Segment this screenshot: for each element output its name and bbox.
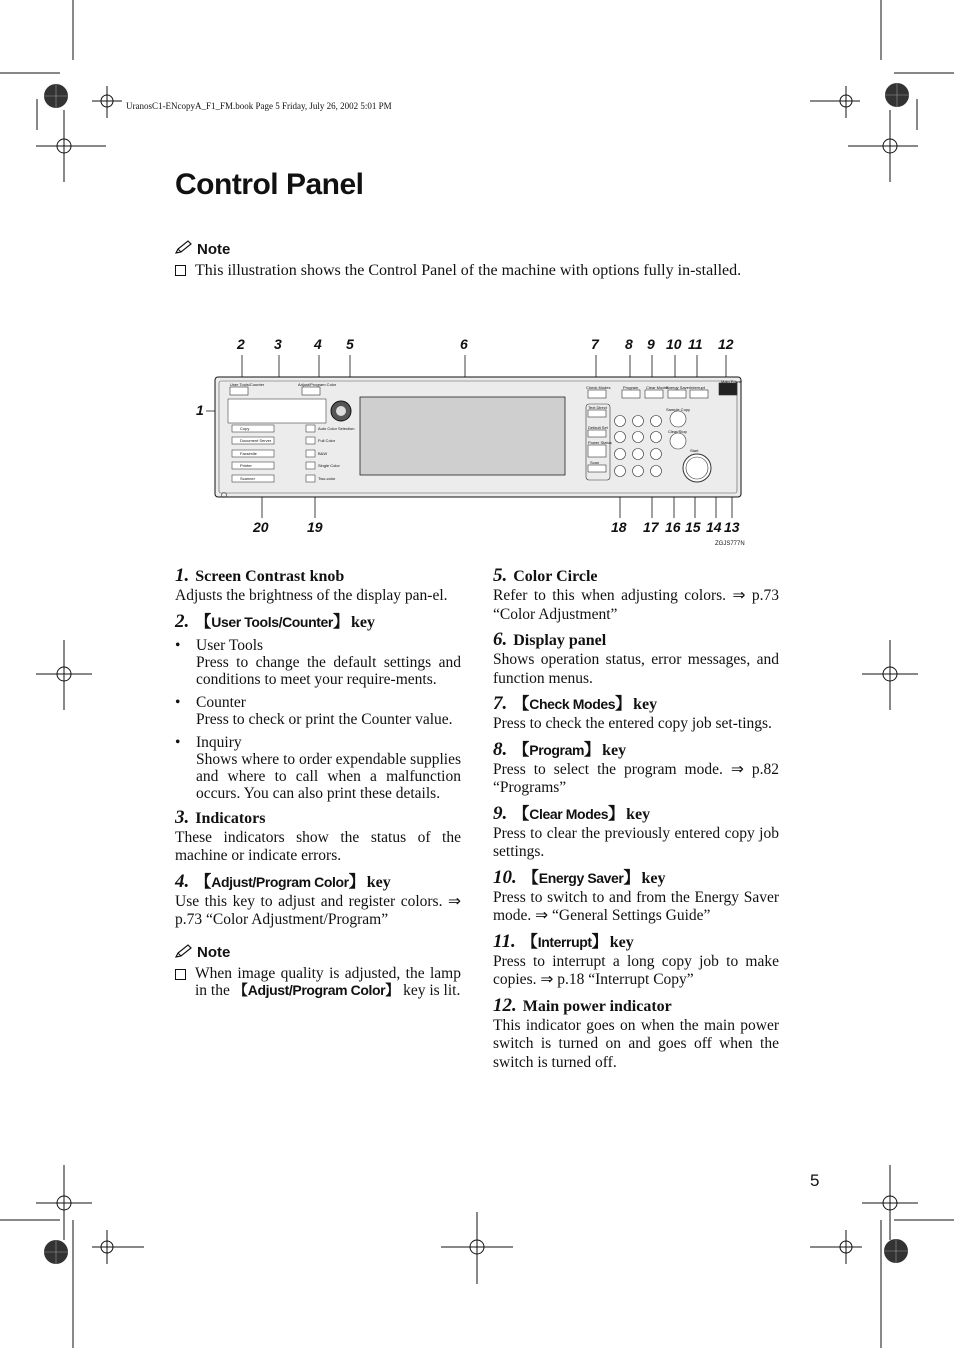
item-2-title: 2. 【 User Tools/Counter 】 key <box>175 610 375 632</box>
callout-11: 11 <box>688 336 703 352</box>
control-panel-illustration <box>190 335 760 550</box>
mode-printer: Printer <box>240 463 252 468</box>
checkbox-icon <box>175 969 186 980</box>
item-5-body: Refer to this when adjusting colors. ⇒ p.73 “Color Adjustment” <box>493 587 779 623</box>
callout-16: 16 <box>665 519 681 535</box>
item-10-body: Press to switch to and from the Energy Saver mode. ⇒ “General Settings Guide” <box>493 888 779 924</box>
note-text: When image quality is adjusted, the lamp in the 【Adjust/Program Color】 key is lit. <box>195 964 461 999</box>
item-4-title: 4. 【 Adjust/Program Color 】 key <box>175 870 391 892</box>
mode-copy: Copy <box>240 426 250 431</box>
item-11-title: 11. 【 Interrupt 】 key <box>493 930 634 952</box>
right-column <box>493 560 779 1072</box>
left-key-scan: Scan <box>590 460 600 465</box>
diagram-code-label: ZGJS777N <box>715 541 745 547</box>
left-key-default: Default Set <box>588 425 608 430</box>
callout-17: 17 <box>643 519 659 535</box>
item-3-title: 3. Indicators <box>175 806 266 828</box>
item-1-title: 1. Screen Contrast knob <box>175 565 345 586</box>
panel-label-check: Check Modes <box>586 385 611 390</box>
color-mode-full: Full Color <box>318 438 336 443</box>
item-1-body: Adjusts the brightness of the display pan-el. <box>175 587 448 604</box>
item-6-body: Shows operation status, error messages, and function menus. <box>493 651 779 687</box>
callout-10: 10 <box>666 336 682 352</box>
page-number: 5 <box>810 1171 820 1190</box>
item-4-body: Use this key to adjust and register colors. ⇒ p.73 “Color Adjustment/Program” <box>175 892 461 928</box>
list-item: • Inquiry Shows where to order expendable supplies and where to call when a malfunction occurs. You can also print these details. <box>175 733 461 802</box>
color-mode-two: Two-color <box>318 476 336 481</box>
panel-label-clearstop: Clear/Stop <box>668 429 687 434</box>
item-2-bullets <box>175 637 461 802</box>
left-column <box>175 560 461 1000</box>
callout-9: 9 <box>647 336 655 352</box>
callout-2: 2 <box>237 336 245 352</box>
mode-facsimile: Facsimile <box>240 451 257 456</box>
item-7-title: 7. 【 Check Modes 】 key <box>493 693 658 714</box>
note-label: Note <box>197 944 231 961</box>
color-mode-auto: Auto Color Selection <box>318 426 355 431</box>
callout-18: 18 <box>611 519 627 535</box>
callout-14: 14 <box>706 519 722 535</box>
item-9-body: Press to clear the previously entered copy job settings. <box>493 824 779 860</box>
pencil-icon <box>175 240 193 258</box>
callout-20: 20 <box>253 519 269 535</box>
callout-4: 4 <box>314 336 322 352</box>
callout-7: 7 <box>591 336 599 352</box>
list-item: • Counter Press to check or print the Counter value. <box>175 693 453 728</box>
callout-1: 1 <box>196 402 204 418</box>
item-5-title: 5. Color Circle <box>493 565 598 586</box>
item-11-body: Press to interrupt a long copy job to make copies. ⇒ p.18 “Interrupt Copy” <box>493 952 779 988</box>
panel-label-main-power: Main Power <box>721 379 743 384</box>
panel-label-adjust: Adjust/Program Color <box>298 382 337 387</box>
color-mode-bw: B&W <box>318 451 328 456</box>
note-label: Note <box>197 240 231 258</box>
pencil-icon <box>175 944 193 962</box>
panel-label-program: Program <box>623 385 639 390</box>
item-7-body: Press to check the entered copy job set-tings. <box>493 715 772 732</box>
note-text: This illustration shows the Control Panel of the machine with options fully in-stalled. <box>195 262 742 279</box>
callout-6: 6 <box>460 336 468 352</box>
callout-19: 19 <box>307 519 323 535</box>
item-9-title: 9. 【 Clear Modes 】 key <box>493 802 651 824</box>
item-10-title: 10. 【 Energy Saver 】 key <box>493 866 666 888</box>
item-12-body: This indicator goes on when the main power switch is turned on and goes off when the switch is turned off. <box>493 1016 779 1071</box>
panel-label-energy: Energy Saver <box>666 385 691 390</box>
callout-8: 8 <box>625 336 633 352</box>
panel-label-interrupt: Interrupt <box>690 385 705 390</box>
callout-5: 5 <box>346 336 354 352</box>
file-header: UranosC1-ENcopyA_F1_FM.book Page 5 Friday, July 26, 2002 5:01 PM <box>126 101 392 111</box>
item-8-title: 8. 【 Program 】 key <box>493 738 627 760</box>
panel-label-start: Start <box>690 448 699 453</box>
callout-15: 15 <box>685 519 701 535</box>
item-6-title: 6. Display panel <box>493 629 607 650</box>
panel-label-user-tools: User Tools/Counter <box>230 382 265 387</box>
mode-scanner: Scanner <box>240 476 255 481</box>
panel-label-clear: Clear Modes <box>646 385 669 390</box>
bottom-note <box>175 944 461 1000</box>
mode-document-server: Document Server <box>240 438 272 443</box>
item-12-title: 12. Main power indicator <box>493 994 672 1016</box>
page-title: Control Panel <box>175 168 364 201</box>
callout-12: 12 <box>718 336 734 352</box>
item-8-body: Press to select the program mode. ⇒ p.82 “Programs” <box>493 760 779 796</box>
left-key-text-direct: Text Direct <box>588 405 607 410</box>
callout-3: 3 <box>274 336 282 352</box>
checkbox-icon <box>175 265 186 276</box>
control-panel-diagram <box>190 335 760 550</box>
color-mode-single: Single Color <box>318 463 340 468</box>
callout-13: 13 <box>724 519 740 535</box>
list-item: • User Tools Press to change the default settings and conditions to meet your require-ments. <box>175 636 461 688</box>
panel-label-sample: Sample Copy <box>666 407 691 412</box>
left-key-power-status: Power Status <box>588 440 612 445</box>
item-3-body: These indicators show the status of the machine or indicate errors. <box>175 828 461 864</box>
top-note <box>175 240 779 280</box>
